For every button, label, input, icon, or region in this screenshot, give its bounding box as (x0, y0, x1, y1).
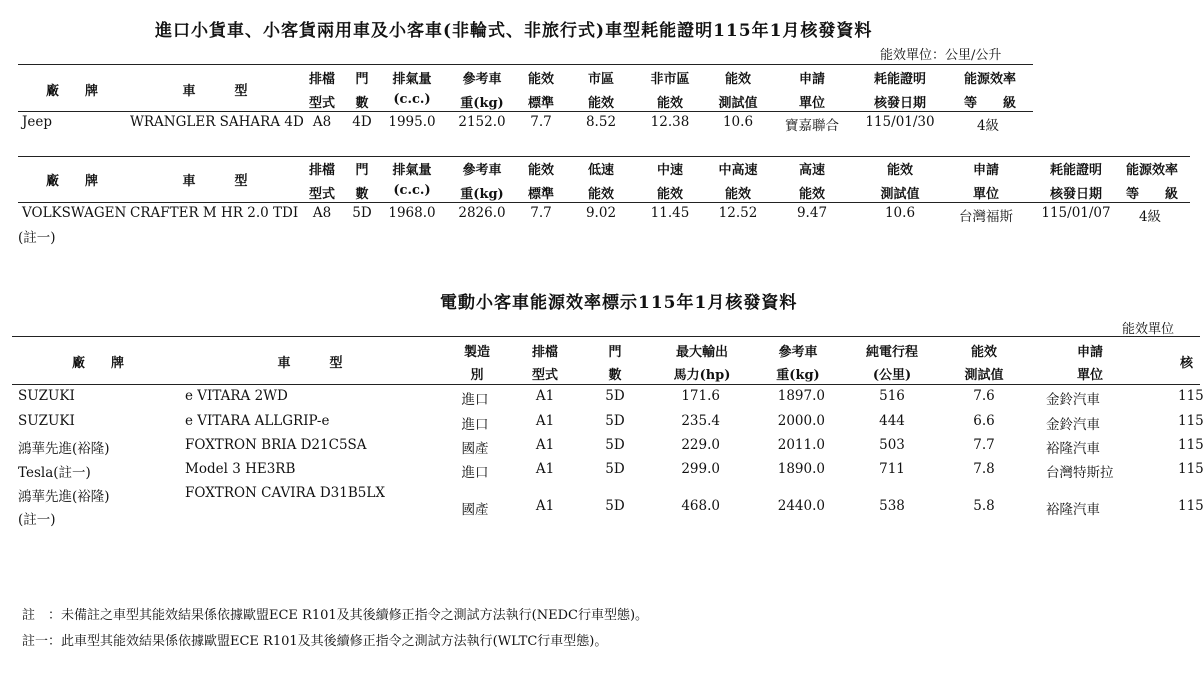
cell-weight: 2000.0 (777, 413, 825, 429)
cell-model: FOXTRON CAVIRA D31B5LX (185, 485, 385, 501)
cell-brand: 鴻華先進(裕隆) (18, 489, 110, 505)
cell-doors: 5D (605, 461, 625, 477)
cell-midhigh: 12.52 (718, 205, 758, 221)
header-mid-2: 能效 (656, 187, 684, 202)
cell-trans: A1 (535, 498, 555, 514)
cell-weight: 2011.0 (777, 437, 825, 453)
cell-range: 538 (879, 498, 905, 514)
cell-trans: A8 (312, 205, 332, 221)
header-test-1: 能效 (886, 163, 914, 178)
cell-weight: 2826.0 (458, 205, 506, 221)
header-doors-1: 門 (355, 72, 369, 87)
cell-power: 235.4 (681, 413, 720, 429)
table3-top-rule (12, 336, 1200, 337)
header-applicant-2: 單位 (798, 96, 826, 111)
table2-top-rule (18, 156, 1190, 157)
header-weight-1: 參考車 (778, 345, 818, 360)
cell-doors: 5D (605, 437, 625, 453)
cell-applicant: 裕隆汽車 (1046, 441, 1100, 457)
header-applicant-2: 單位 (1076, 368, 1104, 383)
header-date-1: 耗能證明 (1049, 163, 1103, 178)
header-applicant-1: 申請 (1076, 345, 1104, 360)
header-low-2: 能效 (587, 187, 615, 202)
cell-range: 516 (879, 388, 905, 404)
cell-std: 7.7 (530, 114, 552, 130)
header-power-1: 最大輸出 (675, 345, 729, 360)
cell-origin: 進口 (461, 465, 489, 481)
header-applicant-2: 單位 (972, 187, 1000, 202)
cell-test: 6.6 (973, 413, 995, 429)
table3-header-rule (12, 384, 1200, 385)
header-model: 車 型 (182, 174, 248, 189)
table1-title: 進口小貨車、小客貨兩用車及小客車(非輪式、非旅行式)車型耗能證明115年1月核發資料 (155, 21, 873, 41)
cell-brand: Tesla(註一) (18, 465, 91, 481)
cell-test: 7.8 (973, 461, 995, 477)
header-power-2: 馬力(hp) (673, 368, 731, 383)
header-weight-1: 參考車 (462, 163, 502, 178)
header-brand: 廠 牌 (71, 356, 125, 371)
header-origin-2: 別 (470, 368, 484, 383)
header-trans-1: 排檔 (308, 72, 336, 87)
cell-doors: 5D (605, 498, 625, 514)
cell-origin: 國產 (461, 441, 489, 457)
header-doors-2: 數 (355, 96, 369, 111)
header-disp-2: (c.c.) (393, 183, 431, 198)
header-midhigh-1: 中高速 (718, 163, 758, 178)
header-weight-2: 重(kg) (776, 368, 820, 383)
header-test-1: 能效 (724, 72, 752, 87)
cell-power: 171.6 (681, 388, 720, 404)
cell-date: 115 (1178, 388, 1204, 404)
header-doors-2: 數 (608, 368, 622, 383)
cell-date: 115 (1178, 413, 1204, 429)
table3-unit: 能效單位 (1122, 322, 1175, 337)
header-trans-1: 排檔 (308, 163, 336, 178)
cell-applicant: 台灣福斯 (959, 209, 1013, 225)
cell-std: 7.7 (530, 205, 552, 221)
header-low-1: 低速 (587, 163, 615, 178)
header-range-2: (公里) (872, 368, 912, 383)
header-std-1: 能效 (527, 72, 555, 87)
table1-top-rule (18, 64, 1033, 65)
header-date-2: 核發日期 (1049, 187, 1103, 202)
header-grade-2: 等 級 (1125, 187, 1179, 202)
cell-applicant: 金鈴汽車 (1046, 392, 1100, 408)
cell-grade: 4級 (976, 118, 1000, 134)
cell-brand: SUZUKI (18, 388, 75, 404)
header-mid-1: 中速 (656, 163, 684, 178)
header-trans-2: 型式 (308, 96, 336, 111)
cell-trans: A1 (535, 388, 555, 404)
header-grade-1: 能源效率 (1125, 163, 1179, 178)
cell-test: 5.8 (973, 498, 995, 514)
table1-unit: 能效單位：公里/公升 (880, 48, 1002, 63)
cell-test: 10.6 (884, 205, 916, 221)
header-model: 車 型 (182, 84, 248, 99)
header-model: 車 型 (277, 356, 343, 371)
header-doors-1: 門 (355, 163, 369, 178)
header-city-2: 能效 (587, 96, 615, 111)
cell-low: 9.02 (585, 205, 617, 221)
cell-origin: 國產 (461, 502, 489, 518)
cell-weight: 2152.0 (458, 114, 506, 130)
header-weight-2: 重(kg) (460, 96, 504, 111)
table2-header-rule (18, 202, 1190, 203)
header-date-partial: 核 (1180, 356, 1194, 371)
header-high-1: 高速 (798, 163, 826, 178)
header-std-1: 能效 (527, 163, 555, 178)
cell-doors: 5D (605, 388, 625, 404)
footnote-wltc: 註一：此車型其能效結果係依據歐盟ECE R101及其後續修正指令之測試方法執行(WLTC行車型態)。 (22, 634, 608, 649)
header-test-2: 測試值 (964, 368, 1004, 383)
header-doors-2: 數 (355, 187, 369, 202)
header-date-2: 核發日期 (873, 96, 927, 111)
header-grade-1: 能源效率 (963, 72, 1017, 87)
header-weight-2: 重(kg) (460, 187, 504, 202)
header-grade-2: 等 級 (963, 96, 1017, 111)
cell-applicant: 寶嘉聯合 (785, 118, 839, 134)
cell-date: 115 (1178, 437, 1204, 453)
header-applicant-1: 申請 (798, 72, 826, 87)
header-trans-1: 排檔 (531, 345, 559, 360)
cell-date: 115 (1178, 498, 1204, 514)
cell-applicant: 台灣特斯拉 (1046, 465, 1114, 481)
cell-power: 468.0 (681, 498, 720, 514)
cell-test: 10.6 (722, 114, 754, 130)
header-origin-1: 製造 (463, 345, 491, 360)
cell-origin: 進口 (461, 417, 489, 433)
cell-brand: SUZUKI (18, 413, 75, 429)
cell-mid: 11.45 (650, 205, 690, 221)
cell-trans: A1 (535, 461, 555, 477)
cell-city: 8.52 (585, 114, 617, 130)
cell-brand: Jeep (22, 114, 53, 130)
cell-applicant: 金鈴汽車 (1046, 417, 1100, 433)
cell-trans: A1 (535, 413, 555, 429)
cell-disp: 1995.0 (388, 114, 436, 130)
header-test-1: 能效 (970, 345, 998, 360)
header-trans-2: 型式 (308, 187, 336, 202)
cell-doors: 4D (352, 114, 372, 130)
cell-model: e VITARA 2WD (185, 388, 288, 404)
cell-brand-note: (註一) (18, 230, 56, 246)
cell-model: e VITARA ALLGRIP-e (185, 413, 330, 429)
cell-range: 711 (879, 461, 905, 477)
cell-range: 503 (879, 437, 905, 453)
header-city-1: 市區 (587, 72, 615, 87)
cell-applicant: 裕隆汽車 (1046, 502, 1100, 518)
cell-model: Model 3 HE3RB (185, 461, 296, 477)
header-disp-2: (c.c.) (393, 92, 431, 107)
header-weight-1: 參考車 (462, 72, 502, 87)
cell-test: 7.7 (973, 437, 995, 453)
cell-trans: A1 (535, 437, 555, 453)
table1-header-rule (18, 111, 1033, 112)
cell-date: 115 (1178, 461, 1204, 477)
header-range-1: 純電行程 (865, 345, 919, 360)
header-midhigh-2: 能效 (724, 187, 752, 202)
cell-brand: 鴻華先進(裕隆) (18, 441, 110, 457)
header-doors-1: 門 (608, 345, 622, 360)
header-hwy-1: 非市區 (650, 72, 690, 87)
header-std-2: 標準 (527, 187, 555, 202)
header-std-2: 標準 (527, 96, 555, 111)
header-applicant-1: 申請 (972, 163, 1000, 178)
cell-doors: 5D (605, 413, 625, 429)
cell-power: 229.0 (681, 437, 720, 453)
header-brand: 廠 牌 (45, 84, 99, 99)
cell-hwy: 12.38 (650, 114, 690, 130)
cell-high: 9.47 (796, 205, 828, 221)
header-test-2: 測試值 (718, 96, 758, 111)
cell-doors: 5D (352, 205, 372, 221)
table3-title: 電動小客車能源效率標示115年1月核發資料 (440, 293, 798, 313)
cell-test: 7.6 (973, 388, 995, 404)
header-brand: 廠 牌 (45, 174, 99, 189)
cell-model: CRAFTER M HR 2.0 TDI (130, 205, 299, 221)
header-high-2: 能效 (798, 187, 826, 202)
header-trans-2: 型式 (531, 368, 559, 383)
cell-brand: VOLKSWAGEN (22, 205, 127, 221)
header-test-2: 測試值 (880, 187, 920, 202)
cell-disp: 1968.0 (388, 205, 436, 221)
cell-range: 444 (879, 413, 905, 429)
cell-model: WRANGLER SAHARA 4D (130, 114, 304, 130)
cell-power: 299.0 (681, 461, 720, 477)
cell-model: FOXTRON BRIA D21C5SA (185, 437, 367, 453)
footnote-nedc: 註 ：未備註之車型其能效結果係依據歐盟ECE R101及其後續修正指令之測試方法執行(NEDC行車型態)。 (22, 608, 649, 623)
cell-brand-note: (註一) (18, 512, 56, 528)
cell-weight: 1890.0 (777, 461, 825, 477)
cell-weight: 1897.0 (777, 388, 825, 404)
header-disp-1: 排氣量 (392, 163, 432, 178)
cell-trans: A8 (312, 114, 332, 130)
header-hwy-2: 能效 (656, 96, 684, 111)
cell-origin: 進口 (461, 392, 489, 408)
header-disp-1: 排氣量 (392, 72, 432, 87)
cell-date: 115/01/07 (1041, 205, 1111, 221)
cell-grade: 4級 (1138, 209, 1162, 225)
header-date-1: 耗能證明 (873, 72, 927, 87)
cell-date: 115/01/30 (865, 114, 935, 130)
cell-weight: 2440.0 (777, 498, 825, 514)
